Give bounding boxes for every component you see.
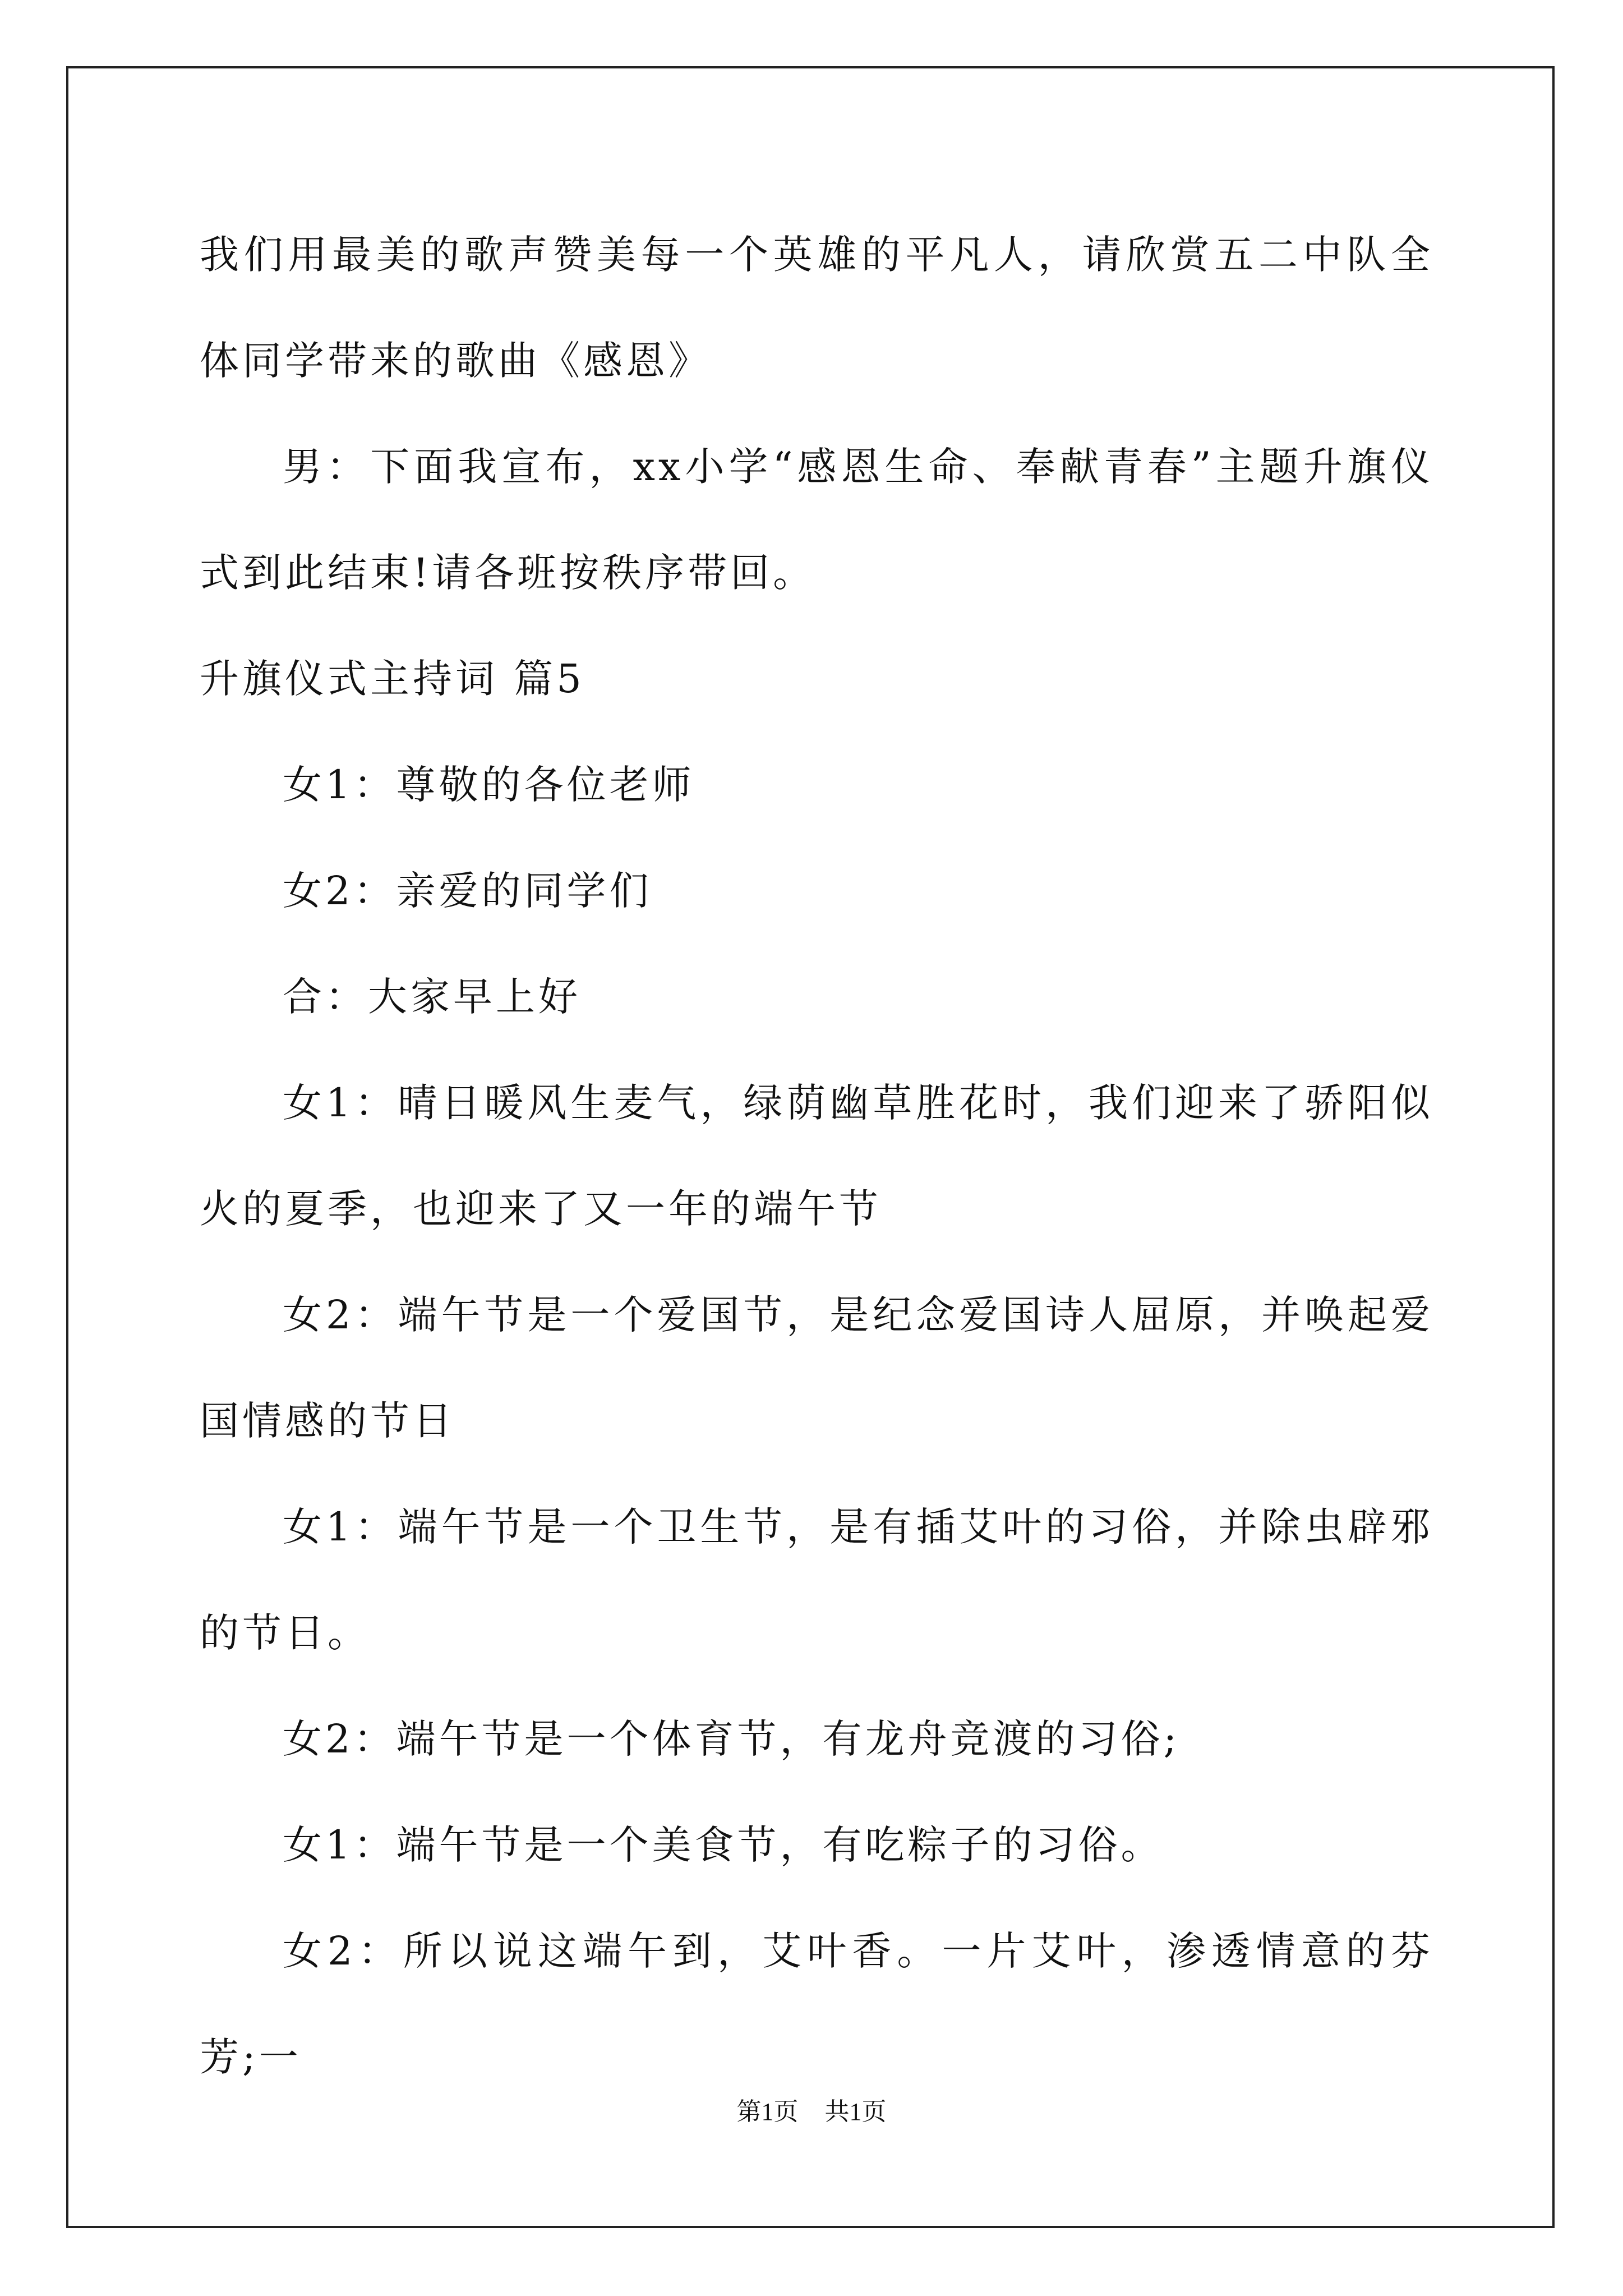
paragraph-11: 女1：端午节是一个美食节，有吃粽子的习俗。 xyxy=(283,1822,1164,1868)
paragraph-8: 女2：端午节是一个爱国节，是纪念爱国诗人屈原，并唤起爱国情感的节日 xyxy=(200,1292,1433,1444)
page-footer xyxy=(0,2091,1623,2127)
paragraph-6: 合：大家早上好 xyxy=(283,974,581,1020)
paragraph-10: 女2：端午节是一个体育节，有龙舟竞渡的习俗; xyxy=(283,1716,1181,1762)
page-number: 第1页 xyxy=(736,2098,799,2125)
paragraph-2: 男：下面我宣布，xx小学“感恩生命、奉献青春”主题升旗仪式到此结束!请各班按秩序带回。 xyxy=(200,444,1433,596)
paragraph-9: 女1：端午节是一个卫生节，是有插艾叶的习俗，并除虫辟邪的节日。 xyxy=(200,1504,1433,1656)
page-total: 共1页 xyxy=(824,2098,887,2125)
section-heading: 升旗仪式主持词 篇5 xyxy=(200,656,585,702)
document-body xyxy=(200,202,1433,2110)
paragraph-7: 女1：晴日暖风生麦气，绿荫幽草胜花时，我们迎来了骄阳似火的夏季，也迎来了又一年的端午节 xyxy=(200,1080,1433,1232)
paragraph-4: 女1：尊敬的各位老师 xyxy=(283,762,695,808)
paragraph-1: 我们用最美的歌声赞美每一个英雄的平凡人，请欣赏五二中队全体同学带来的歌曲《感恩》 xyxy=(200,232,1433,384)
paragraph-5: 女2：亲爱的同学们 xyxy=(283,868,652,914)
paragraph-12: 女2：所以说这端午到，艾叶香。一片艾叶，渗透情意的芬芳;一 xyxy=(200,1928,1433,2080)
